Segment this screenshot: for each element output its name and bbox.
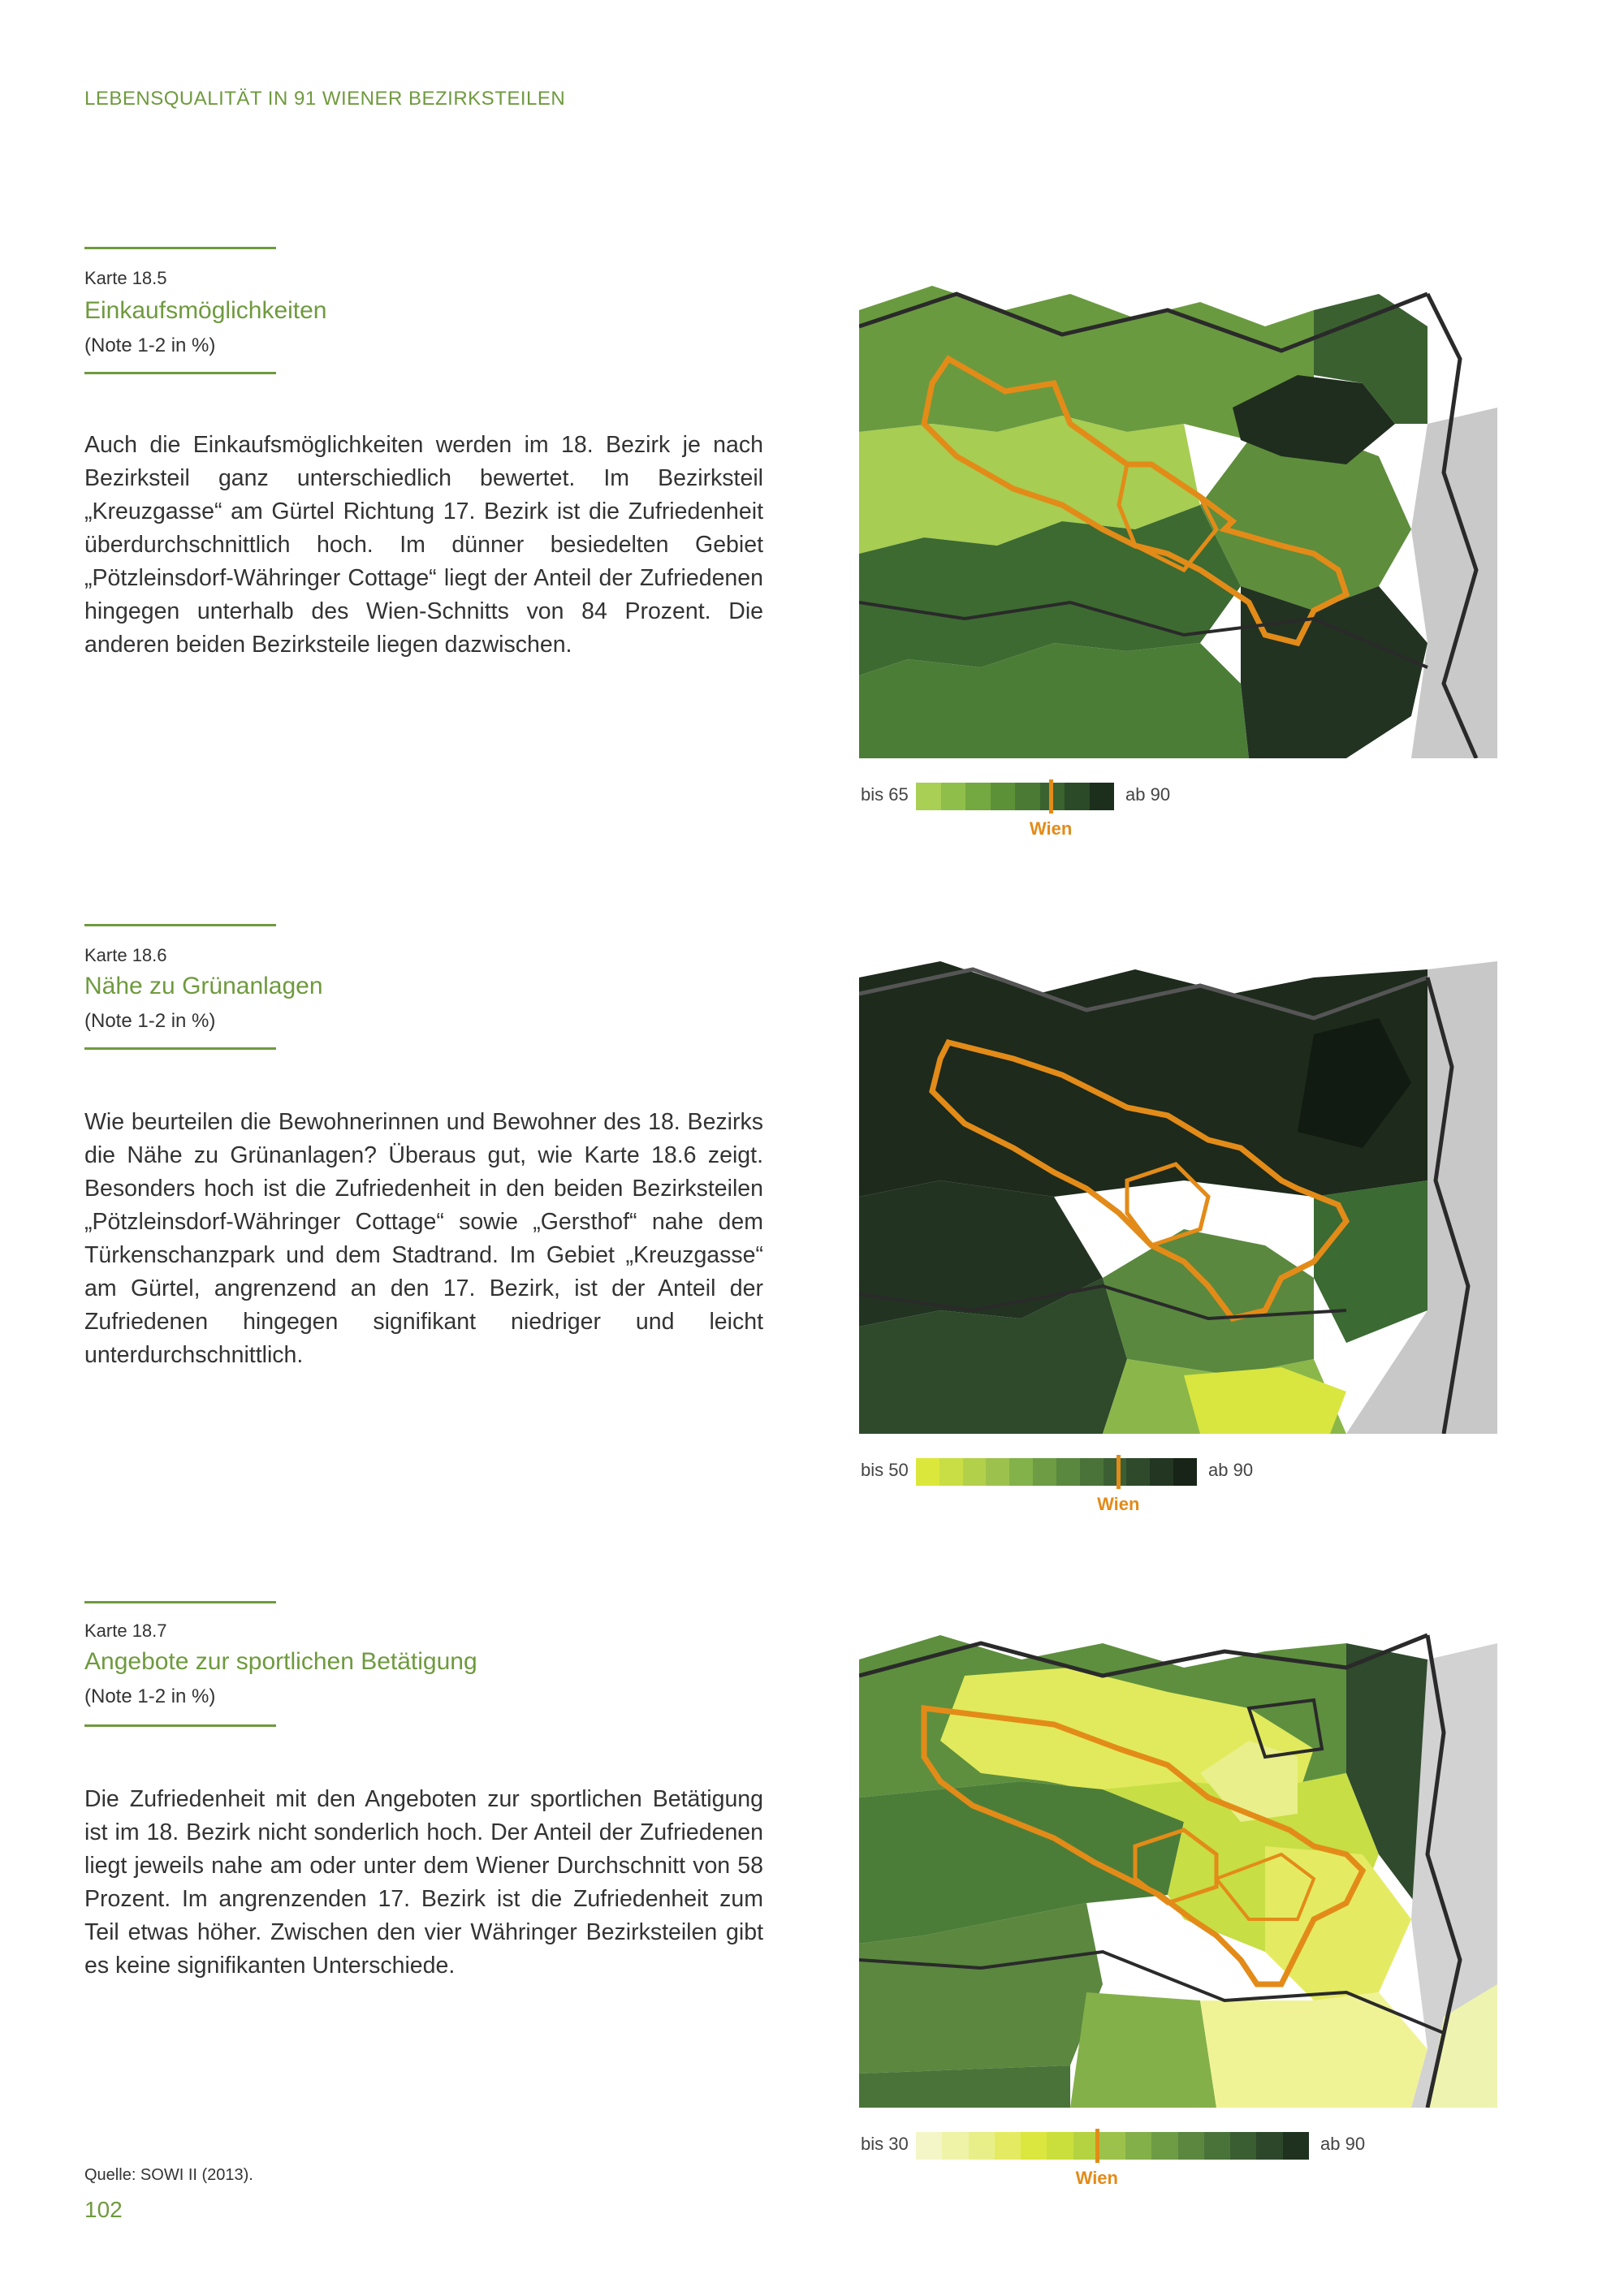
legend-18-5 — [859, 783, 1497, 848]
rule-top-18-5 — [84, 247, 276, 249]
wien-marker — [1049, 779, 1053, 814]
karte-title-18-6: Nähe zu Grünanlagen — [84, 973, 323, 999]
wien-marker — [1116, 1455, 1121, 1489]
legend-swatch — [916, 783, 941, 810]
running-head: LEBENSQUALITÄT IN 91 WIENER BEZIRKSTEILEN — [84, 88, 566, 110]
legend-18-6 — [859, 1458, 1497, 1523]
legend-wien-18-5: Wien — [1029, 818, 1073, 839]
legend-swatch — [963, 1458, 987, 1486]
legend-swatch — [941, 783, 966, 810]
legend-swatch — [1056, 1458, 1080, 1486]
map-18-7 — [859, 1611, 1497, 2108]
karte-label-18-5: Karte 18.5 — [84, 268, 167, 288]
legend-swatch — [1009, 1458, 1033, 1486]
legend-swatch — [916, 1458, 939, 1486]
legend-min-18-7: bis 30 — [861, 2134, 909, 2154]
map-18-6 — [859, 937, 1497, 1434]
legend-max-18-5: ab 90 — [1125, 784, 1171, 805]
legend-swatch — [986, 1458, 1009, 1486]
legend-swatches-18-5 — [916, 783, 1114, 810]
legend-max-18-6: ab 90 — [1208, 1460, 1254, 1480]
legend-wien-18-7: Wien — [1075, 2168, 1118, 2188]
legend-swatch — [1065, 783, 1090, 810]
body-text-18-5: Auch die Einkaufsmöglichkeiten werden im 18. Bezirk je nach Bezirksteil ganz unterschiedlich bewertet. Im Bezirksteil „Kreuzgasse“ am Gürtel Richtung 17. Bezirk ist die Zufriedenheit überdurchschnittlich hoch. Im dünner besiedelten Gebiet „Pötzleinsdorf-Währinger Cottage“ liegt der Anteil der Zufriedenen hingegen unterhalb des Wien-Schnitts von 84 Prozent. Die anderen beiden Bezirksteile liegen dazwischen. — [84, 432, 763, 658]
legend-min-18-6: bis 50 — [861, 1460, 909, 1480]
source-note: Quelle: SOWI II (2013). — [84, 2166, 253, 2184]
karte-note-18-5: (Note 1-2 in %) — [84, 334, 216, 356]
karte-note-18-6: (Note 1-2 in %) — [84, 1010, 216, 1032]
legend-swatch — [1090, 783, 1115, 810]
legend-swatch — [969, 2132, 995, 2160]
karte-note-18-7: (Note 1-2 in %) — [84, 1685, 216, 1707]
legend-swatch — [939, 1458, 963, 1486]
legend-swatch — [1125, 2132, 1151, 2160]
legend-swatch — [916, 2132, 942, 2160]
legend-swatch — [995, 2132, 1021, 2160]
legend-swatch — [1150, 1458, 1173, 1486]
legend-swatch — [1230, 2132, 1256, 2160]
legend-swatch — [1080, 1458, 1104, 1486]
legend-swatch — [1204, 2132, 1230, 2160]
page-number: 102 — [84, 2197, 123, 2222]
rule-bottom-18-7 — [84, 1724, 276, 1727]
legend-swatch — [1021, 2132, 1047, 2160]
legend-swatch — [1173, 1458, 1197, 1486]
legend-swatches-18-6 — [916, 1458, 1197, 1486]
legend-swatch — [965, 783, 991, 810]
rule-top-18-6 — [84, 924, 276, 926]
karte-label-18-6: Karte 18.6 — [84, 945, 167, 965]
wien-marker — [1095, 2129, 1099, 2163]
legend-swatch — [1126, 1458, 1150, 1486]
legend-swatch — [1099, 2132, 1125, 2160]
karte-title-18-7: Angebote zur sportlichen Betätigung — [84, 1648, 477, 1675]
legend-swatch — [1015, 783, 1040, 810]
legend-swatch — [1047, 2132, 1073, 2160]
legend-swatch — [1104, 1458, 1127, 1486]
body-text-18-7: Die Zufriedenheit mit den Angeboten zur sportlichen Betätigung ist im 18. Bezirk nicht sonderlich hoch. Der Anteil der Zufriedenen liegt jeweils nahe am oder unter dem Wiener Durchschnitt von 58 Prozent. Im angrenzenden 17. Bezirk ist die Zufriedenheit zum Teil etwas höher. Zwischen den vier Währinger Bezirksteilen gibt es keine signifikanten Unterschiede. — [84, 1786, 763, 1979]
karte-label-18-7: Karte 18.7 — [84, 1621, 167, 1641]
legend-swatch — [1033, 1458, 1056, 1486]
legend-max-18-7: ab 90 — [1320, 2134, 1366, 2154]
legend-swatch — [1178, 2132, 1204, 2160]
rule-top-18-7 — [84, 1601, 276, 1603]
map-18-5 — [859, 261, 1497, 758]
legend-swatch — [942, 2132, 968, 2160]
legend-swatches-18-7 — [916, 2132, 1309, 2160]
legend-swatch — [1256, 2132, 1282, 2160]
karte-title-18-5: Einkaufsmöglichkeiten — [84, 297, 327, 324]
legend-18-7 — [859, 2132, 1497, 2197]
legend-min-18-5: bis 65 — [861, 784, 909, 805]
rule-bottom-18-5 — [84, 372, 276, 374]
legend-wien-18-6: Wien — [1097, 1494, 1140, 1514]
legend-swatch — [1283, 2132, 1309, 2160]
legend-swatch — [1151, 2132, 1177, 2160]
legend-swatch — [991, 783, 1016, 810]
rule-bottom-18-6 — [84, 1047, 276, 1050]
body-text-18-6: Wie beurteilen die Bewohnerinnen und Bewohner des 18. Bezirks die Nähe zu Grünanlagen? Überaus gut, wie Karte 18.6 zeigt. Besonders hoch ist die Zufriedenheit in den beiden Bezirksteilen „Pötzleinsdorf-Währinger Cottage“ sowie „Gersthof“ nahe dem Türkenschanzpark und dem Stadtrand. Im Gebiet „Kreuzgasse“ am Gürtel, angrenzend an den 17. Bezirk, ist der Anteil der Zufriedenen hingegen signifikant niedriger und leicht unterdurchschnittlich. — [84, 1109, 763, 1368]
